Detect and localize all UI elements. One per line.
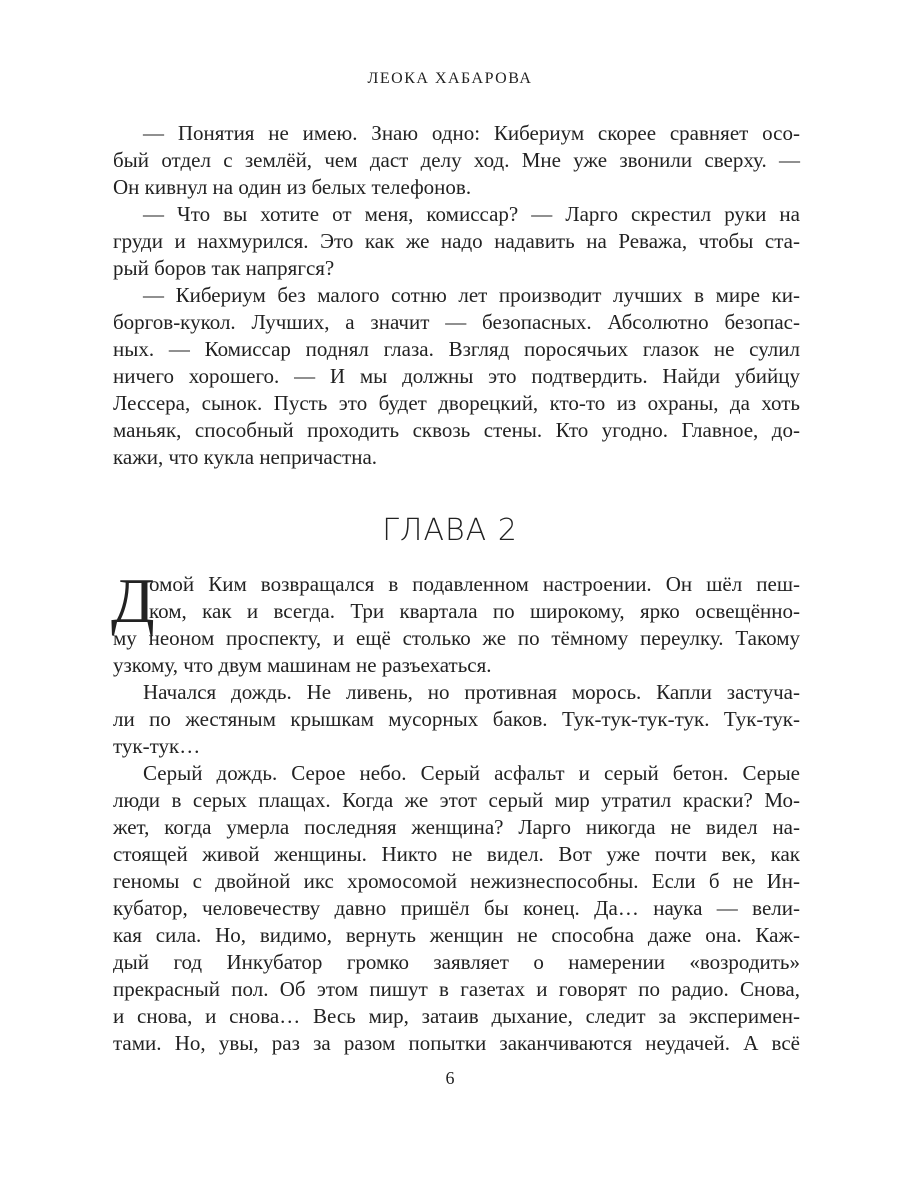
- text-line: прекрасный пол. Об этом пишут в газетах и говорят по радио. Снова,: [113, 977, 800, 1001]
- text-line: люди в серых плащах. Когда же этот серый мир утратил краски? Мо-: [113, 788, 800, 812]
- text-line: кая сила. Но, видимо, вернуть женщин не способна даже она. Каж-: [113, 923, 800, 947]
- text-line: ничего хорошего. — И мы должны это подтвердить. Найди убийцу: [113, 364, 800, 388]
- text-block-previous-chapter: [113, 120, 800, 471]
- chapter-title: ГЛАВА 2: [382, 513, 518, 548]
- text-line: бый отдел с землёй, чем даст делу ход. Мне уже звонили сверху. —: [113, 148, 800, 172]
- text-line: Лессера, сынок. Пусть это будет дворецкий, кто-то из охраны, да хоть: [113, 391, 800, 415]
- text-line: боргов-кукол. Лучших, а значит — безопасных. Абсолютно безопас-: [113, 310, 800, 334]
- text-line: тук-тук…: [113, 734, 201, 758]
- text-line: груди и нахмурился. Это как же надо надавить на Реважа, чтобы ста-: [113, 229, 800, 253]
- text-line: кубатор, человечеству давно пришёл бы конец. Да… наука — вели-: [113, 896, 800, 920]
- text-line: и снова, и снова… Весь мир, затаив дыхание, следит за эксперимен-: [113, 1004, 800, 1028]
- text-line: Серый дождь. Серое небо. Серый асфальт и серый бетон. Серые: [143, 761, 800, 785]
- text-line: дый год Инкубатор громко заявляет о намерении «возродить»: [113, 950, 800, 974]
- page-number: 6: [445, 1068, 455, 1088]
- text-line: — Понятия не имею. Знаю одно: Кибериум скорее сравняет осо-: [143, 121, 800, 145]
- text-line: стоящей живой женщины. Никто не видел. Вот уже почти век, как: [113, 842, 800, 866]
- text-line: омой Ким возвращался в подавленном настроении. Он шёл пеш-: [149, 572, 800, 596]
- text-line: ных. — Комиссар поднял глаза. Взгляд поросячьих глазок не сулил: [113, 337, 800, 361]
- text-line: — Кибериум без малого сотню лет производит лучших в мире ки-: [143, 283, 800, 307]
- text-line: Начался дождь. Не ливень, но противная морось. Капли застуча-: [143, 680, 800, 704]
- text-line: узкому, что двум машинам не разъехаться.: [113, 653, 492, 677]
- text-line: кажи, что кукла непричастна.: [113, 445, 378, 469]
- text-line: геномы с двойной икс хромосомой нежизнеспособны. Если б не Ин-: [113, 869, 800, 893]
- text-line: ли по жестяным крышкам мусорных баков. Тук-тук-тук-тук. Тук-тук-: [113, 707, 800, 731]
- text-line: ком, как и всегда. Три квартала по широкому, ярко освещённо-: [149, 599, 800, 623]
- text-line: — Что вы хотите от меня, комиссар? — Ларго скрестил руки на: [143, 202, 800, 226]
- text-line: рый боров так напрягся?: [113, 256, 335, 280]
- text-line: тами. Но, увы, раз за разом попытки заканчиваются неудачей. А всё: [113, 1031, 800, 1055]
- text-line: Он кивнул на один из белых телефонов.: [113, 175, 472, 199]
- running-head-author: ЛЕОКА ХАБАРОВА: [367, 70, 533, 87]
- text-line: жет, когда умерла последняя женщина? Ларго никогда не видел на-: [113, 815, 800, 839]
- text-line: му неоном проспекту, и ещё столько же по тёмному переулку. Такому: [113, 626, 800, 650]
- text-line: маньяк, способный проходить сквозь стены. Кто угодно. Главное, до-: [113, 418, 800, 442]
- text-block-chapter-2: [111, 565, 800, 1057]
- drop-cap: Д: [111, 565, 155, 636]
